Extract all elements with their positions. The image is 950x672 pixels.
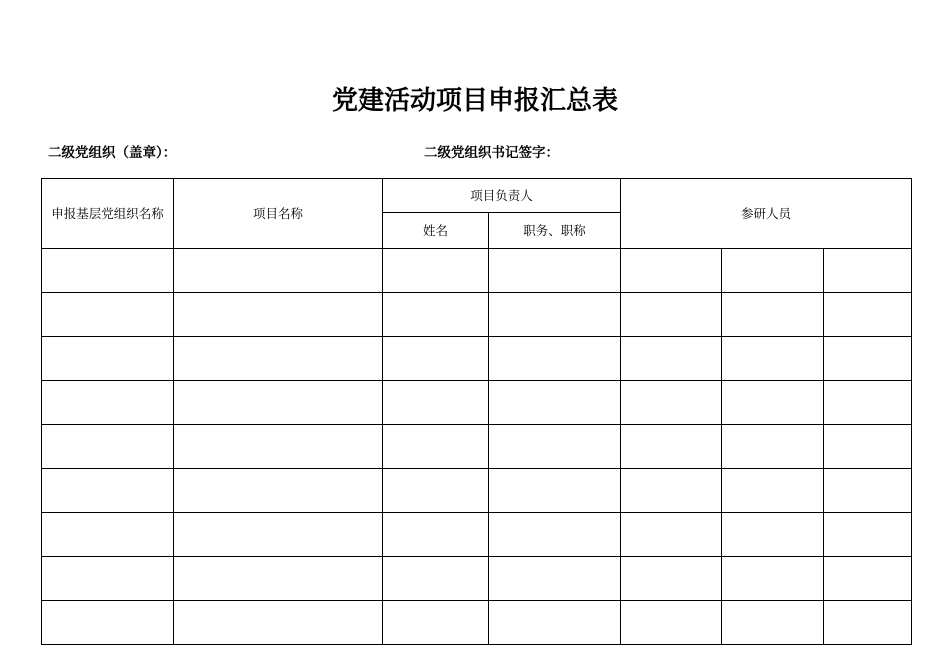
table-cell[interactable]: [824, 337, 912, 381]
table-cell[interactable]: [722, 557, 824, 601]
table-cell[interactable]: [824, 601, 912, 645]
table-row: [42, 557, 912, 601]
table-cell[interactable]: [824, 249, 912, 293]
header-project-name: 项目名称: [174, 179, 383, 249]
seal-label: 二级党组织（盖章）：: [48, 145, 177, 161]
table-cell[interactable]: [489, 293, 621, 337]
table-cell[interactable]: [824, 513, 912, 557]
table-row: [42, 601, 912, 645]
header-project-leader: 项目负责人: [383, 179, 621, 213]
header-org-name: 申报基层党组织名称: [42, 179, 174, 249]
table-cell[interactable]: [824, 425, 912, 469]
table-cell[interactable]: [489, 425, 621, 469]
table-cell[interactable]: [174, 249, 383, 293]
table-cell[interactable]: [174, 557, 383, 601]
secretary-signature-label: 二级党组织书记签字：: [424, 145, 559, 161]
table-cell[interactable]: [722, 601, 824, 645]
table-cell[interactable]: [621, 381, 722, 425]
table-cell[interactable]: [722, 381, 824, 425]
table-cell[interactable]: [42, 557, 174, 601]
table-cell[interactable]: [42, 381, 174, 425]
table-cell[interactable]: [824, 293, 912, 337]
table-cell[interactable]: [489, 601, 621, 645]
table-cell[interactable]: [383, 381, 489, 425]
table-cell[interactable]: [383, 337, 489, 381]
table-row: [42, 381, 912, 425]
table-cell[interactable]: [621, 425, 722, 469]
table-cell[interactable]: [42, 425, 174, 469]
table-cell[interactable]: [174, 293, 383, 337]
table-cell[interactable]: [174, 381, 383, 425]
header-participants: 参研人员: [621, 179, 912, 249]
table-cell[interactable]: [621, 337, 722, 381]
summary-table: [41, 178, 912, 645]
table-cell[interactable]: [489, 469, 621, 513]
table-cell[interactable]: [383, 425, 489, 469]
table-body: [42, 249, 912, 645]
table-cell[interactable]: [621, 293, 722, 337]
table-row: [42, 425, 912, 469]
table-cell[interactable]: [621, 513, 722, 557]
table-cell[interactable]: [722, 425, 824, 469]
table-cell[interactable]: [174, 601, 383, 645]
table-row: [42, 513, 912, 557]
table-row: [42, 469, 912, 513]
header-row-1: [42, 179, 912, 213]
table-cell[interactable]: [383, 557, 489, 601]
table-cell[interactable]: [489, 513, 621, 557]
table-cell[interactable]: [722, 469, 824, 513]
table-cell[interactable]: [42, 601, 174, 645]
table-row: [42, 337, 912, 381]
table-cell[interactable]: [383, 249, 489, 293]
table-cell[interactable]: [174, 337, 383, 381]
table-cell[interactable]: [42, 513, 174, 557]
header-leader-title: 职务、职称: [489, 213, 621, 249]
table-cell[interactable]: [722, 249, 824, 293]
table-row: [42, 249, 912, 293]
table-cell[interactable]: [621, 601, 722, 645]
table-cell[interactable]: [824, 557, 912, 601]
table-cell[interactable]: [489, 249, 621, 293]
table-cell[interactable]: [824, 469, 912, 513]
table-cell[interactable]: [383, 601, 489, 645]
table-cell[interactable]: [621, 557, 722, 601]
table-cell[interactable]: [383, 513, 489, 557]
table-cell[interactable]: [722, 337, 824, 381]
table-cell[interactable]: [174, 513, 383, 557]
table-cell[interactable]: [383, 469, 489, 513]
table-cell[interactable]: [42, 337, 174, 381]
table-row: [42, 293, 912, 337]
table-cell[interactable]: [621, 469, 722, 513]
table-cell[interactable]: [621, 249, 722, 293]
table-cell[interactable]: [174, 425, 383, 469]
table-cell[interactable]: [489, 381, 621, 425]
table-cell[interactable]: [42, 293, 174, 337]
table-cell[interactable]: [42, 249, 174, 293]
table-cell[interactable]: [489, 337, 621, 381]
table-cell[interactable]: [42, 469, 174, 513]
table-cell[interactable]: [174, 469, 383, 513]
table-cell[interactable]: [824, 381, 912, 425]
table-cell[interactable]: [722, 293, 824, 337]
header-leader-name: 姓名: [383, 213, 489, 249]
table-cell[interactable]: [489, 557, 621, 601]
page-title: 党建活动项目申报汇总表: [331, 86, 618, 116]
table-cell[interactable]: [383, 293, 489, 337]
table-cell[interactable]: [722, 513, 824, 557]
